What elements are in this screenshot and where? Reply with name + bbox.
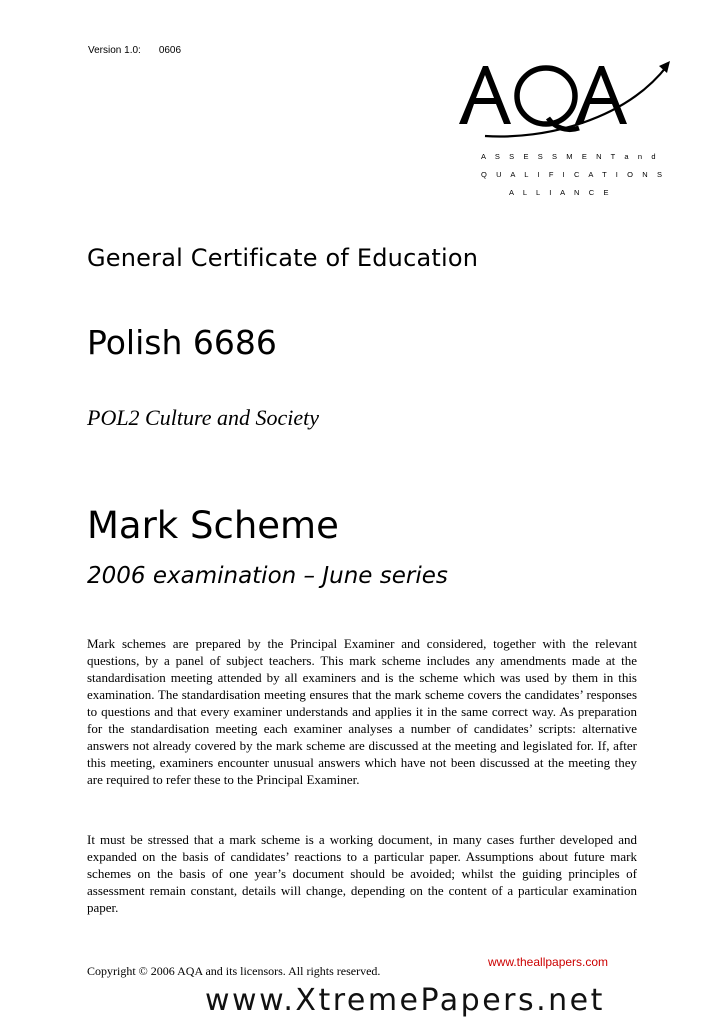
version-label: Version 1.0:: [88, 45, 141, 56]
logo-tagline-1: A S S E S S M E N T a n d: [481, 152, 660, 161]
document-subtitle: 2006 examination – June series: [87, 563, 448, 589]
aqa-logo: [455, 58, 675, 203]
disclaimer-paragraph: It must be stressed that a mark scheme is a working document, in many cases further developed and expanded on the basis of candidates’ reactions to a particular paper. Assumptions about future mark schemes on the basis of one year’s document should be avoided; whilst the guiding principles of assessment remain constant, details will change, depending on the content of a particular examination paper.: [87, 832, 637, 915]
unit-title: POL2 Culture and Society: [87, 405, 319, 430]
watermark-text: www.XtremePapers.net: [205, 983, 605, 1018]
aqa-logo-mark: [455, 58, 675, 148]
version-code: 0606: [158, 45, 182, 56]
qualification-title: General Certificate of Education: [87, 244, 479, 272]
version-line: [88, 45, 181, 56]
logo-tagline-3: A L L I A N C E: [509, 188, 613, 197]
subject-title: Polish 6686: [87, 323, 277, 362]
document-title: Mark Scheme: [87, 504, 339, 547]
intro-paragraph: Mark schemes are prepared by the Principal Examiner and considered, together with the relevant questions, by a panel of subject teachers. This mark scheme includes any amendments made at the standardisation meeting attended by all examiners and is the scheme which was used by them in this examination. The standardisation meeting ensures that the mark scheme covers the candidates’ responses to questions and that every examiner understands and applies it in the same correct way. As preparation for the standardisation meeting each examiner analyses a number of candidates’ scripts: alternative answers not already covered by the mark scheme are discussed at the meeting and legislated for. If, after this meeting, examiners encounter unusual answers which have not been discussed at the meeting they are required to refer these to the Principal Examiner.: [87, 636, 637, 787]
website-link[interactable]: www.theallpapers.com: [488, 955, 609, 969]
copyright-notice: Copyright © 2006 AQA and its licensors. All rights reserved.: [87, 964, 381, 978]
logo-tagline-2: Q U A L I F I C A T I O N S: [481, 170, 666, 179]
